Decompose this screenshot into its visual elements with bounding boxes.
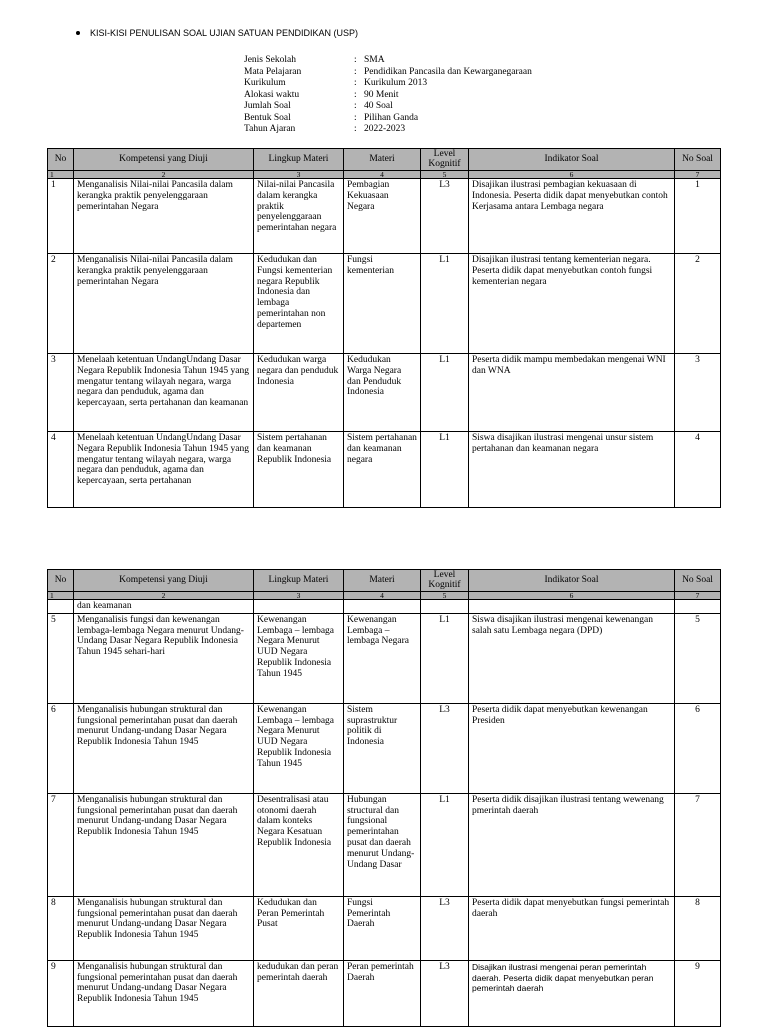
cell-kompetensi: Menganalisis hubungan struktural dan fungsional pemerintahan pusat dan daerah menurut Undang-undang Dasar Negara Republik Indonesia Tahun 1945 [74,793,254,896]
cell-lingkup-materi: Desentralisasi atau otonomi daerah dalam konteks Negara Kesatuan Republik Indonesia [254,793,344,896]
table-row [48,179,721,254]
cell-lingkup-materi: Kedudukan warga negara dan penduduk Indonesia [254,354,344,432]
info-separator: : [354,78,357,88]
cell-no: 9 [48,960,74,1026]
table-row [48,793,721,896]
table-row [48,960,721,1026]
grid-table-page-1 [47,148,721,508]
cell-no-soal: 2 [675,254,721,354]
cell-indikator-soal: Disajikan ilustrasi mengenai peran pemerintah daerah. Peserta didik dapat menyebutkan peran pemerintah daerah [469,960,675,1026]
cell-no: 1 [48,179,74,254]
info-label: Kurikulum [244,78,286,88]
info-row [244,90,532,102]
info-row [244,55,532,67]
table-row [48,613,721,703]
info-row [244,67,532,79]
cell-level-kognitif: L1 [421,254,469,354]
cell-kompetensi: Menganalisis Nilai-nilai Pancasila dalam kerangka praktik penyelenggaraan pemerintahan Negara [74,179,254,254]
cell-level-kognitif: L3 [421,179,469,254]
cell-indikator-soal: Peserta didik disajikan ilustrasi tentang wewenang pmerintah daerah [469,793,675,896]
cell-no-soal: 9 [675,960,721,1026]
column-number: 4 [344,171,421,179]
cell-kompetensi: Menelaah ketentuan UndangUndang Dasar Negara Republik Indonesia Tahun 1945 yang mengatur tentang wilayah negara, warga negara dan penduduk, agama dan kepercayaan, serta pertahanan dan keamanan [74,354,254,432]
info-separator: : [354,112,357,123]
cell-materi: Sistem suprastruktur politik di Indonesia [344,703,421,793]
column-number: 5 [421,171,469,179]
cell-kompetensi: Menganalisis hubungan struktural dan fungsional pemerintahan pusat dan daerah menurut Undang-undang Dasar Negara Republik Indonesia Tahun 1945 [74,896,254,960]
cell-kompetensi: Menganalisis hubungan struktural dan fungsional pemerintahan pusat dan daerah menurut Undang-undang Dasar Negara Republik Indonesia Tahun 1945 [74,960,254,1026]
header-materi: Materi [344,570,421,592]
cell-materi: Fungsi Pemerintah Daerah [344,896,421,960]
column-number: 2 [74,592,254,600]
cell-indikator-soal: Disajikan ilustrasi pembagian kekuasaan di Indonesia. Peserta didik dapat menyebutkan contoh Kerjasama antara Lembaga negara [469,179,675,254]
cell-indikator-soal: Siswa disajikan ilustrasi mengenai unsur sistem pertahanan dan keamanan negara [469,432,675,508]
cell-materi: Fungsi kementerian [344,254,421,354]
cell-no: 3 [48,354,74,432]
info-separator: : [354,66,357,77]
cell-no-soal: 6 [675,703,721,793]
cell-materi: Pembagian Kekuasaan Negara [344,179,421,254]
cell-no: 7 [48,793,74,896]
cell-no: 5 [48,613,74,703]
heading-text: KISI-KISI PENULISAN SOAL UJIAN SATUAN PENDIDIKAN (USP) [90,28,359,38]
cell-no [48,600,74,614]
table-row [48,432,721,508]
info-value: Kurikulum 2013 [364,78,428,88]
column-number: 3 [254,171,344,179]
column-number: 7 [675,171,721,179]
column-number: 1 [48,171,74,179]
cell-no-soal: 5 [675,613,721,703]
info-separator: : [354,89,357,100]
info-value: 2022-2023 [364,124,406,134]
info-value: SMA [364,55,385,65]
header-no-soal: No Soal [675,570,721,592]
cell-kompetensi: Menganalisis Nilai-nilai Pancasila dalam kerangka praktik penyelenggaraan pemerintahan Negara [74,254,254,354]
info-label: Bentuk Soal [244,112,291,123]
column-number: 5 [421,592,469,600]
cell-level-kognitif: L3 [421,960,469,1026]
cell-lingkup-materi: Nilai-nilai Pancasila dalam kerangka praktik penyelenggaraan pemerintahan negara [254,179,344,254]
cell-level-kognitif: L3 [421,703,469,793]
table-header-row [48,149,721,171]
column-number: 7 [675,592,721,600]
info-value: Pendidikan Pancasila dan Kewarganegaraan [364,66,532,77]
cell-level-kognitif: L1 [421,793,469,896]
cell-lingkup-materi: kedudukan dan peran pemerintah daerah [254,960,344,1026]
cell-kompetensi: Menganalisis hubungan struktural dan fungsional pemerintahan pusat dan daerah menurut Undang-undang Dasar Negara Republik Indonesia Tahun 1945 [74,703,254,793]
header-materi: Materi [344,149,421,171]
cell-no: 8 [48,896,74,960]
cell-no-soal: 4 [675,432,721,508]
info-value: 90 Menit [364,89,399,100]
info-row [244,113,532,125]
cell-kompetensi: Menganalisis fungsi dan kewenangan lembaga-lembaga Negara menurut Undang-Undang Dasar Negara Republik Indonesia Tahun 1945 sehari-hari [74,613,254,703]
column-number-row [48,592,721,600]
document-heading [76,28,358,38]
header-kompetensi: Kompetensi yang Diuji [74,149,254,171]
cell-lingkup-materi: Sistem pertahanan dan keamanan Republik Indonesia [254,432,344,508]
cell-indikator-soal: Peserta didik dapat menyebutkan kewenangan Presiden [469,703,675,793]
cell-kompetensi: dan keamanan [74,600,254,614]
table-row [48,896,721,960]
header-indikator-soal: Indikator Soal [469,149,675,171]
column-number-row [48,171,721,179]
cell-level-kognitif: L1 [421,354,469,432]
column-number: 6 [469,592,675,600]
cell-materi: Sistem pertahanan dan keamanan negara [344,432,421,508]
cell-no-soal: 7 [675,793,721,896]
cell-materi: Hubungan structural dan fungsional pemerintahan pusat dan daerah menurut Undang-Undang Dasar [344,793,421,896]
cell-lingkup-materi: Kewenangan Lembaga – lembaga Negara Menurut UUD Negara Republik Indonesia Tahun 1945 [254,703,344,793]
info-separator: : [354,55,357,65]
info-label: Jumlah Soal [244,101,291,111]
header-no-soal: No Soal [675,149,721,171]
cell-empty [344,600,421,614]
cell-no: 4 [48,432,74,508]
table-header-row [48,570,721,592]
cell-materi: Kedudukan Warga Negara dan Penduduk Indonesia [344,354,421,432]
grid-table-page-2 [47,569,721,1027]
column-number: 1 [48,592,74,600]
header-indikator-soal: Indikator Soal [469,570,675,592]
cell-level-kognitif: L1 [421,613,469,703]
cell-empty [469,600,675,614]
header-level-kognitif: Level Kognitif [421,149,469,171]
info-row [244,78,532,90]
table-row [48,703,721,793]
table-row [48,600,721,614]
header-no: No [48,149,74,171]
cell-lingkup-materi: Kewenangan Lembaga – lembaga Negara Menurut UUD Negara Republik Indonesia Tahun 1945 [254,613,344,703]
cell-indikator-soal: Peserta didik dapat menyebutkan fungsi pemerintah daerah [469,896,675,960]
info-row [244,101,532,113]
info-value: Pilihan Ganda [364,112,419,123]
cell-empty [421,600,469,614]
info-separator: : [354,101,357,111]
cell-empty [254,600,344,614]
school-info [244,55,532,136]
column-number: 3 [254,592,344,600]
cell-lingkup-materi: Kedudukan dan Peran Pemerintah Pusat [254,896,344,960]
info-label: Tahun Ajaran [244,124,296,134]
cell-no: 6 [48,703,74,793]
cell-no: 2 [48,254,74,354]
cell-no-soal: 8 [675,896,721,960]
cell-materi: Kewenangan Lembaga – lembaga Negara [344,613,421,703]
info-label: Jenis Sekolah [244,55,296,65]
column-number: 2 [74,171,254,179]
cell-no-soal: 1 [675,179,721,254]
cell-lingkup-materi: Kedudukan dan Fungsi kementerian negara Republik Indonesia dan lembaga pemerintahan non departemen [254,254,344,354]
info-value: 40 Soal [364,101,393,111]
cell-indikator-soal: Disajikan ilustrasi tentang kementerian negara. Peserta didik dapat menyebutkan contoh fungsi kementerian negara [469,254,675,354]
cell-indikator-soal: Siswa disajikan ilustrasi mengenai kewenangan salah satu Lembaga negara (DPD) [469,613,675,703]
header-kompetensi: Kompetensi yang Diuji [74,570,254,592]
column-number: 6 [469,171,675,179]
header-lingkup-materi: Lingkup Materi [254,570,344,592]
header-level-kognitif: Level Kognitif [421,570,469,592]
cell-no-soal: 3 [675,354,721,432]
info-label: Mata Pelajaran [244,66,302,77]
cell-kompetensi: Menelaah ketentuan UndangUndang Dasar Negara Republik Indonesia Tahun 1945 yang mengatur tentang wilayah negara, warga negara dan penduduk, agama dan kepercayaan, serta pertahanan [74,432,254,508]
table-row [48,354,721,432]
header-lingkup-materi: Lingkup Materi [254,149,344,171]
cell-materi: Peran pemerintah Daerah [344,960,421,1026]
cell-level-kognitif: L3 [421,896,469,960]
cell-indikator-soal: Peserta didik mampu membedakan mengenai WNI dan WNA [469,354,675,432]
table-row [48,254,721,354]
bullet-icon [76,31,80,35]
cell-level-kognitif: L1 [421,432,469,508]
header-no: No [48,570,74,592]
info-label: Alokasi waktu [244,89,300,100]
column-number: 4 [344,592,421,600]
info-separator: : [354,124,357,134]
cell-empty [675,600,721,614]
info-row [244,124,532,136]
